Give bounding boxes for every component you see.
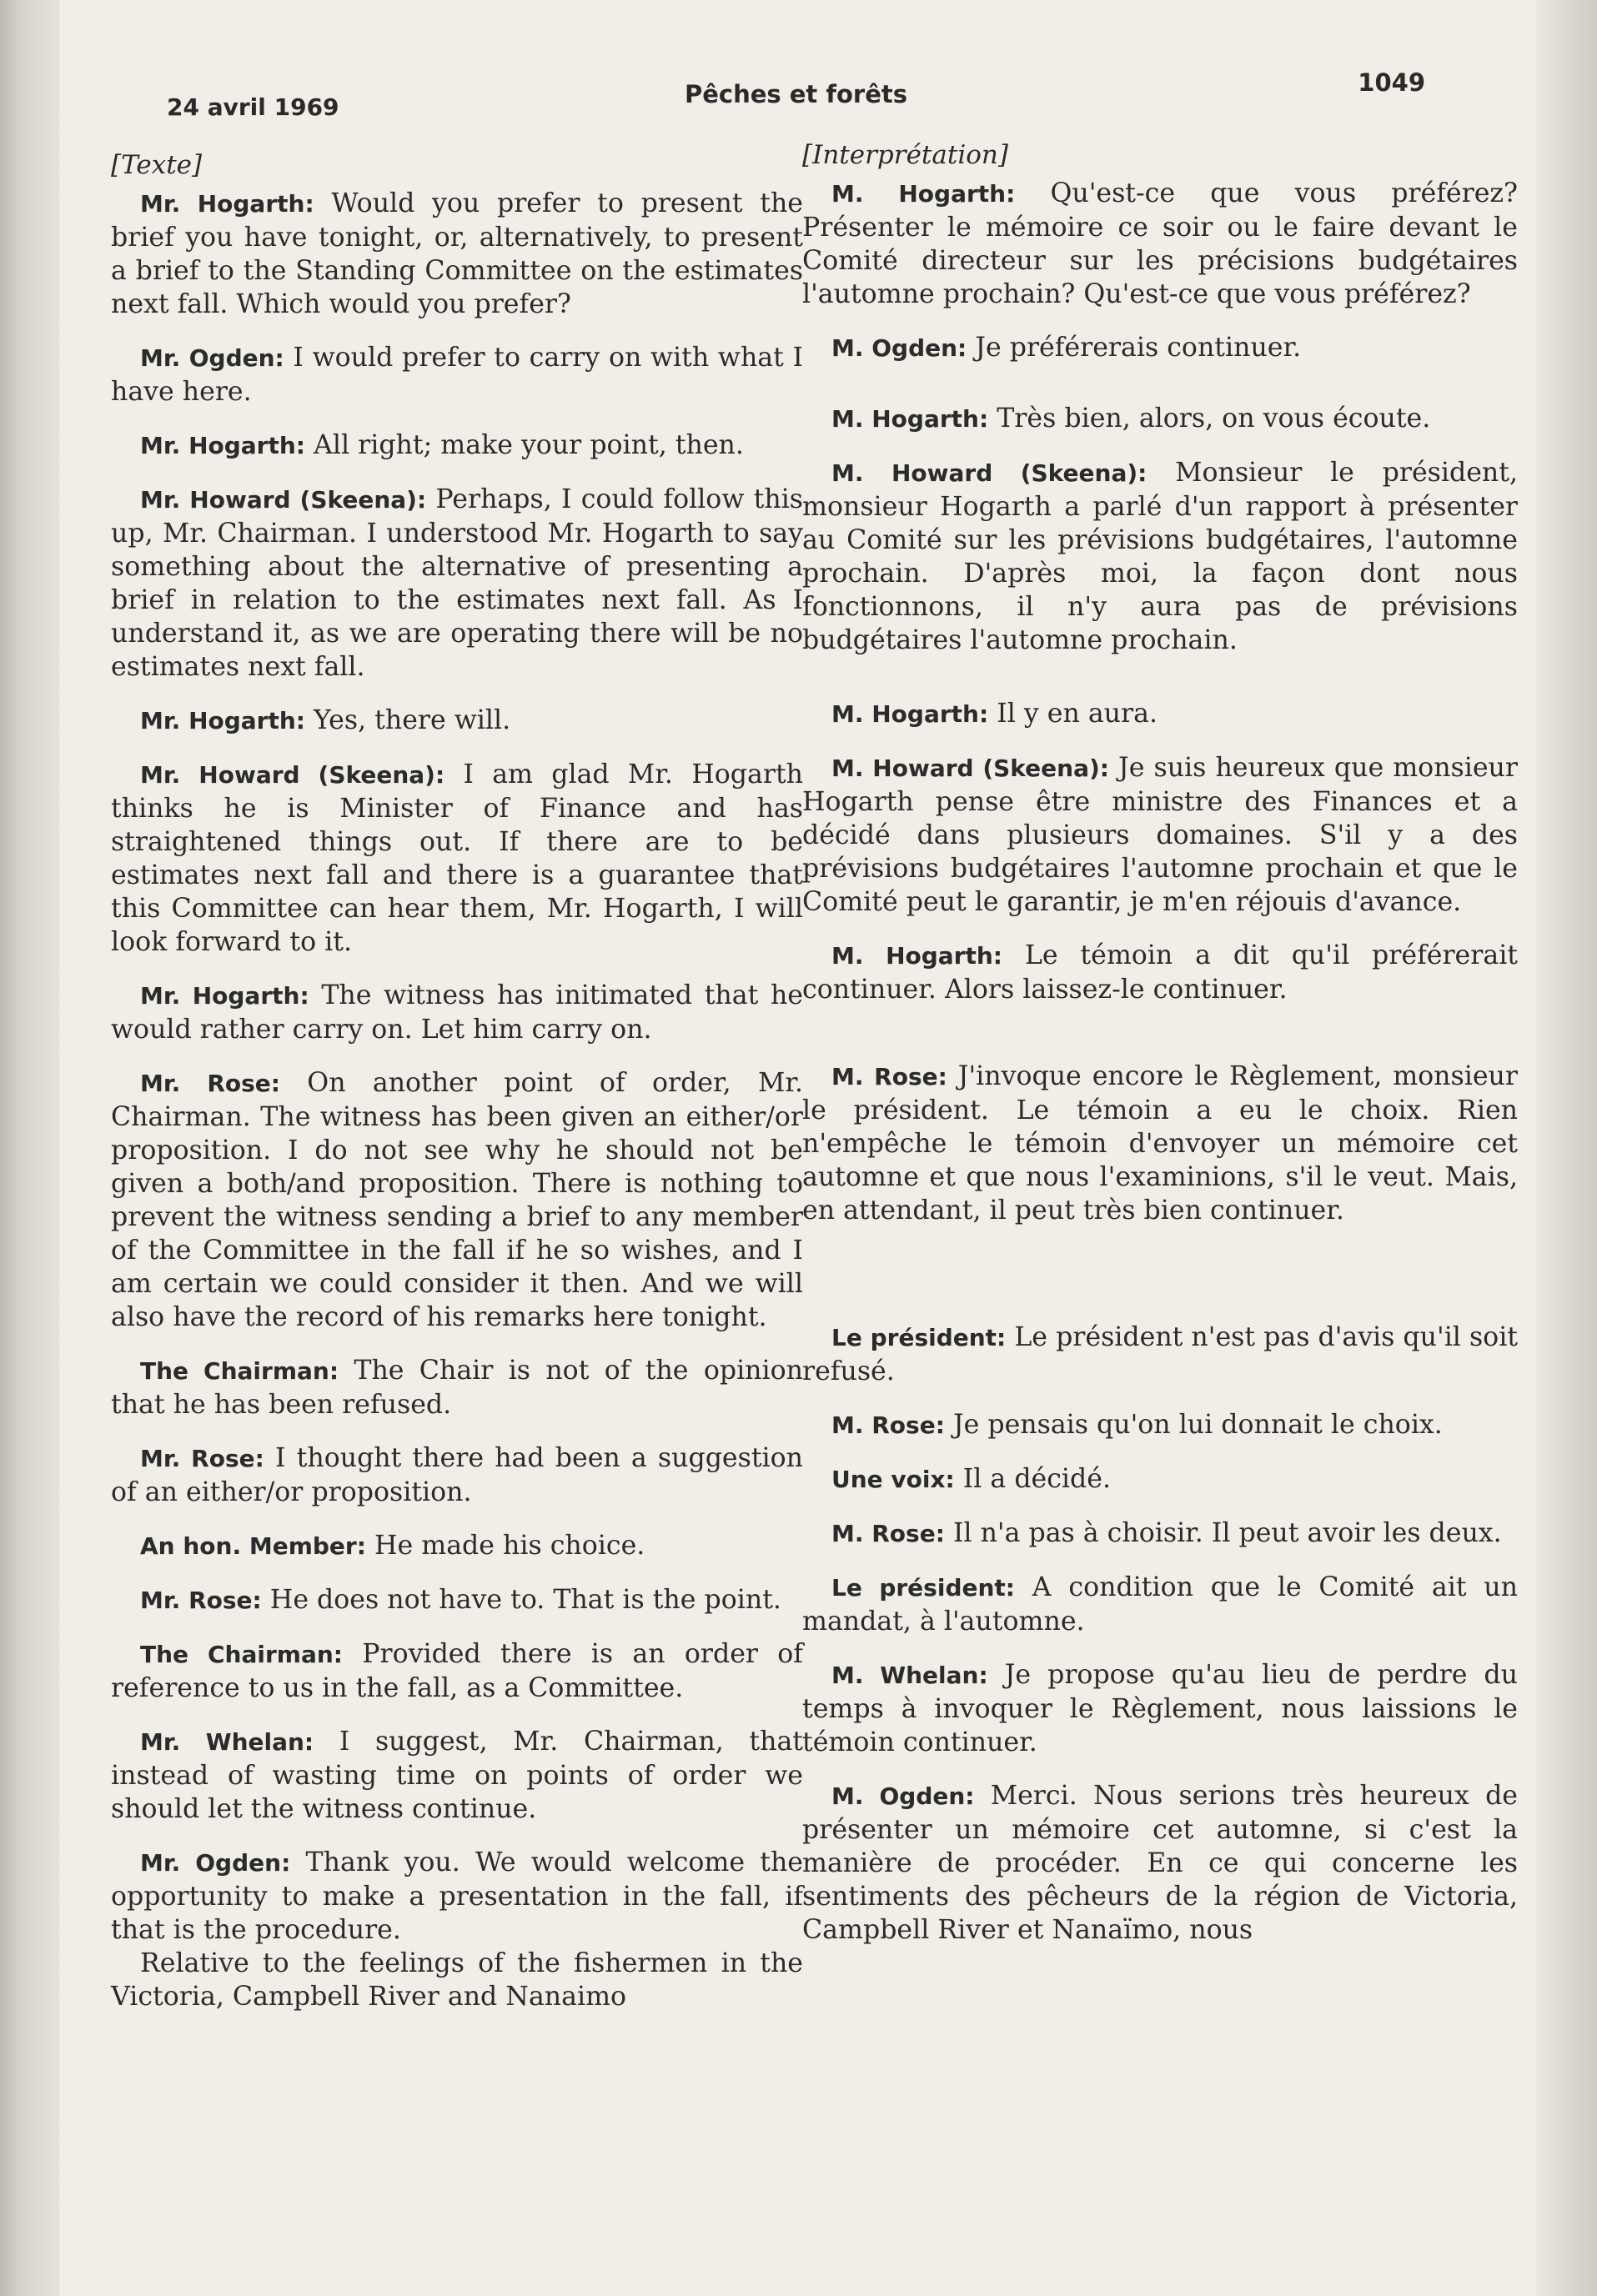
speaker-label: M. Ogden:: [831, 334, 967, 362]
paragraph-text: Le président n'est pas d'avis qu'il soit refusé.: [802, 1322, 1518, 1386]
paragraph: [111, 979, 803, 1046]
page-edge-shadow: [1539, 0, 1597, 2296]
paragraph-text: Il y en aura.: [988, 699, 1158, 729]
paragraph: [802, 1571, 1518, 1638]
paragraph-text: Je préférerais continuer.: [967, 333, 1302, 363]
paragraph-text: Monsieur le président, monsieur Hogarth a parlé d'un rapport à présenter au Comité sur les prévisions budgétaires, l'automne prochain. D'après moi, la façon dont nous fonctionnons, il n'y aura pas de prévisions budgétaires l'automne prochain.: [802, 458, 1518, 655]
speaker-label: M. Hogarth:: [831, 700, 989, 728]
paragraph: [111, 1637, 803, 1705]
speaker-label: M. Hogarth:: [831, 942, 1003, 970]
speaker-label: Mr. Rose:: [140, 1587, 262, 1614]
paragraph-text: Très bien, alors, on vous écoute.: [988, 404, 1431, 434]
left-column-english: [111, 148, 803, 2033]
paragraph: [802, 402, 1518, 436]
paragraph-text: Perhaps, I could follow this up, Mr. Chairman. I understood Mr. Hogarth to say something about the alternative of presenting a brief in relation to the estimates next fall. As I understand it, as we are operating there will be no estimates next fall.: [111, 484, 803, 682]
paragraph: [802, 1658, 1518, 1759]
paragraph: [111, 1947, 803, 2013]
paragraph-text: The Chair is not of the opinion that he has been refused.: [111, 1356, 803, 1420]
paragraph-text: He does not have to. That is the point.: [261, 1585, 781, 1615]
paragraph: [802, 177, 1518, 311]
speaker-label: Mr. Rose:: [140, 1070, 280, 1097]
speaker-label: The Chairman:: [140, 1641, 343, 1668]
paragraph: [111, 1725, 803, 1826]
paragraph: [111, 704, 803, 738]
paragraph-text: Yes, there will.: [305, 705, 511, 735]
speaker-label: Mr. Rose:: [140, 1445, 264, 1472]
speaker-label: Mr. Ogden:: [140, 1849, 291, 1877]
paragraph-text: I thought there had been a suggestion of an either/or proposition.: [111, 1443, 803, 1507]
paragraph-text: A condition que le Comité ait un mandat, à l'automne.: [802, 1572, 1519, 1637]
speaker-label: Le président:: [831, 1574, 1015, 1602]
paragraph: [111, 758, 803, 959]
paragraph-text: Would you prefer to present the brief you have tonight, or, alternatively, to present a brief to the Standing Committee on the estimates next fall. Which would you prefer?: [111, 188, 803, 319]
speaker-label: Mr. Howard (Skeena):: [140, 486, 427, 514]
page-number: 1049: [1358, 68, 1425, 97]
speaker-label: Mr. Hogarth:: [140, 982, 309, 1010]
speaker-label: An hon. Member:: [140, 1532, 366, 1560]
paragraph: [802, 939, 1518, 1006]
paragraph: [802, 1516, 1518, 1551]
paragraph: [802, 331, 1518, 365]
speaker-label: Mr. Hogarth:: [140, 707, 305, 734]
paragraph-text: Il a décidé.: [954, 1464, 1111, 1494]
paragraph-text: Merci. Nous serions très heureux de présenter un mémoire cet automne, si c'est la manière de procéder. En ce qui concerne les sentiments des pêcheurs de la région de Victoria, Campbell River et Nanaïmo, nous: [802, 1781, 1518, 1945]
speaker-label: Mr. Ogden:: [140, 344, 284, 372]
paragraph-text: Je suis heureux que monsieur Hogarth pense être ministre des Finances et a décidé dans plusieurs domaines. S'il y a des prévisions budgétaires l'automne prochain et que le Comité peut le garantir, je m'en réjouis d'avance.: [802, 753, 1519, 917]
speaker-label: M. Howard (Skeena):: [831, 754, 1109, 782]
paragraph-text: On another point of order, Mr. Chairman. The witness has been given an either/or proposition. I do not see why he should not be given a both/and proposition. There is nothing to prevent the witness sending a brief to any member of the Committee in the fall if he so wishes, and I am certain we could consider it then. And we will also have the record of his remarks here tonight.: [111, 1068, 803, 1332]
paragraph: [802, 1462, 1518, 1496]
column-marker: [Interprétation]: [802, 140, 1008, 170]
paragraph-text: Il n'a pas à choisir. Il peut avoir les deux.: [944, 1518, 1502, 1548]
paragraph: [802, 1060, 1518, 1227]
column-marker: [Texte]: [111, 150, 203, 180]
paragraph-text: Provided there is an order of reference to us in the fall, as a Committee.: [111, 1639, 803, 1703]
paragraph-text: I suggest, Mr. Chairman, that instead of wasting time on points of order we should let the witness continue.: [111, 1727, 804, 1824]
paragraph: [111, 341, 803, 409]
speaker-label: M. Rose:: [831, 1411, 945, 1439]
speaker-label: M. Whelan:: [831, 1662, 988, 1689]
paragraph: [802, 1408, 1518, 1442]
page-header: [167, 68, 1425, 121]
book-spine-shadow: [0, 0, 58, 2296]
speaker-label: Mr. Whelan:: [140, 1728, 314, 1756]
paragraph: [111, 1354, 803, 1421]
speaker-label: Le président:: [831, 1324, 1007, 1351]
paragraph-text: Qu'est-ce que vous préférez? Présenter le mémoire ce soir ou le faire devant le Comité directeur sur les précisions budgétaires l'automne prochain? Qu'est-ce que vous préférez?: [802, 178, 1518, 309]
speaker-label: M. Ogden:: [831, 1782, 975, 1810]
speaker-label: The Chairman:: [140, 1357, 339, 1385]
paragraph-text: Le témoin a dit qu'il préférerait continuer. Alors laissez-le continuer.: [802, 940, 1518, 1005]
paragraph: [111, 429, 803, 463]
paragraph-text: J'invoque encore le Règlement, monsieur le président. Le témoin a eu le choix. Rien n'empêche le témoin d'envoyer un mémoire cet automne et que nous l'examinions, s'il le veut. Mais, en attendant, il peut très bien continuer.: [802, 1061, 1518, 1226]
paragraph-text: The witness has initimated that he would rather carry on. Let him carry on.: [111, 980, 804, 1045]
paragraph: [111, 483, 803, 684]
speaker-label: M. Hogarth:: [831, 180, 1016, 208]
paragraph-text: Je pensais qu'on lui donnait le choix.: [944, 1410, 1443, 1440]
speaker-label: M. Rose:: [831, 1520, 945, 1547]
speaker-label: Mr. Howard (Skeena):: [140, 761, 445, 789]
paragraph: [111, 1529, 803, 1563]
paragraph: [802, 1779, 1518, 1947]
paragraph: [802, 1321, 1518, 1388]
paragraph-text: He made his choice.: [365, 1531, 645, 1561]
speaker-label: Une voix:: [831, 1466, 955, 1493]
speaker-label: Mr. Hogarth:: [140, 190, 314, 218]
paragraph-text: Thank you. We would welcome the opportunity to make a presentation in the fall, if that is the procedure.: [111, 1847, 804, 1945]
paragraph: [802, 456, 1518, 657]
paragraph: [802, 697, 1518, 731]
speaker-label: M. Howard (Skeena):: [831, 459, 1148, 487]
header-date: 24 avril 1969: [167, 93, 339, 121]
paragraph-text: I am glad Mr. Hogarth thinks he is Minister of Finance and has straightened things out. If there are to be estimates next fall and there is a guarantee that this Committee can hear them, Mr. Hogarth, I will look forward to it.: [111, 759, 803, 957]
speaker-label: M. Rose:: [831, 1063, 947, 1090]
paragraph-text: I would prefer to carry on with what I have here.: [111, 343, 803, 407]
paragraph-text: Je propose qu'au lieu de perdre du temps à invoquer le Règlement, nous laissions le témoin continuer.: [802, 1660, 1518, 1757]
paragraph-text: All right; make your point, then.: [305, 430, 744, 460]
paragraph: [111, 187, 803, 321]
paragraph: [111, 1846, 803, 1947]
paragraph-text: Relative to the feelings of the fishermen in the Victoria, Campbell River and Nanaimo: [111, 1948, 803, 2012]
paragraph: [111, 1441, 803, 1509]
speaker-label: Mr. Hogarth:: [140, 432, 305, 459]
paragraph: [802, 751, 1518, 919]
header-title: Pêches et forêts: [684, 80, 908, 108]
paragraph: [111, 1583, 803, 1617]
paragraph: [111, 1066, 803, 1334]
speaker-label: M. Hogarth:: [831, 405, 989, 433]
right-column-french: [802, 140, 1519, 1967]
